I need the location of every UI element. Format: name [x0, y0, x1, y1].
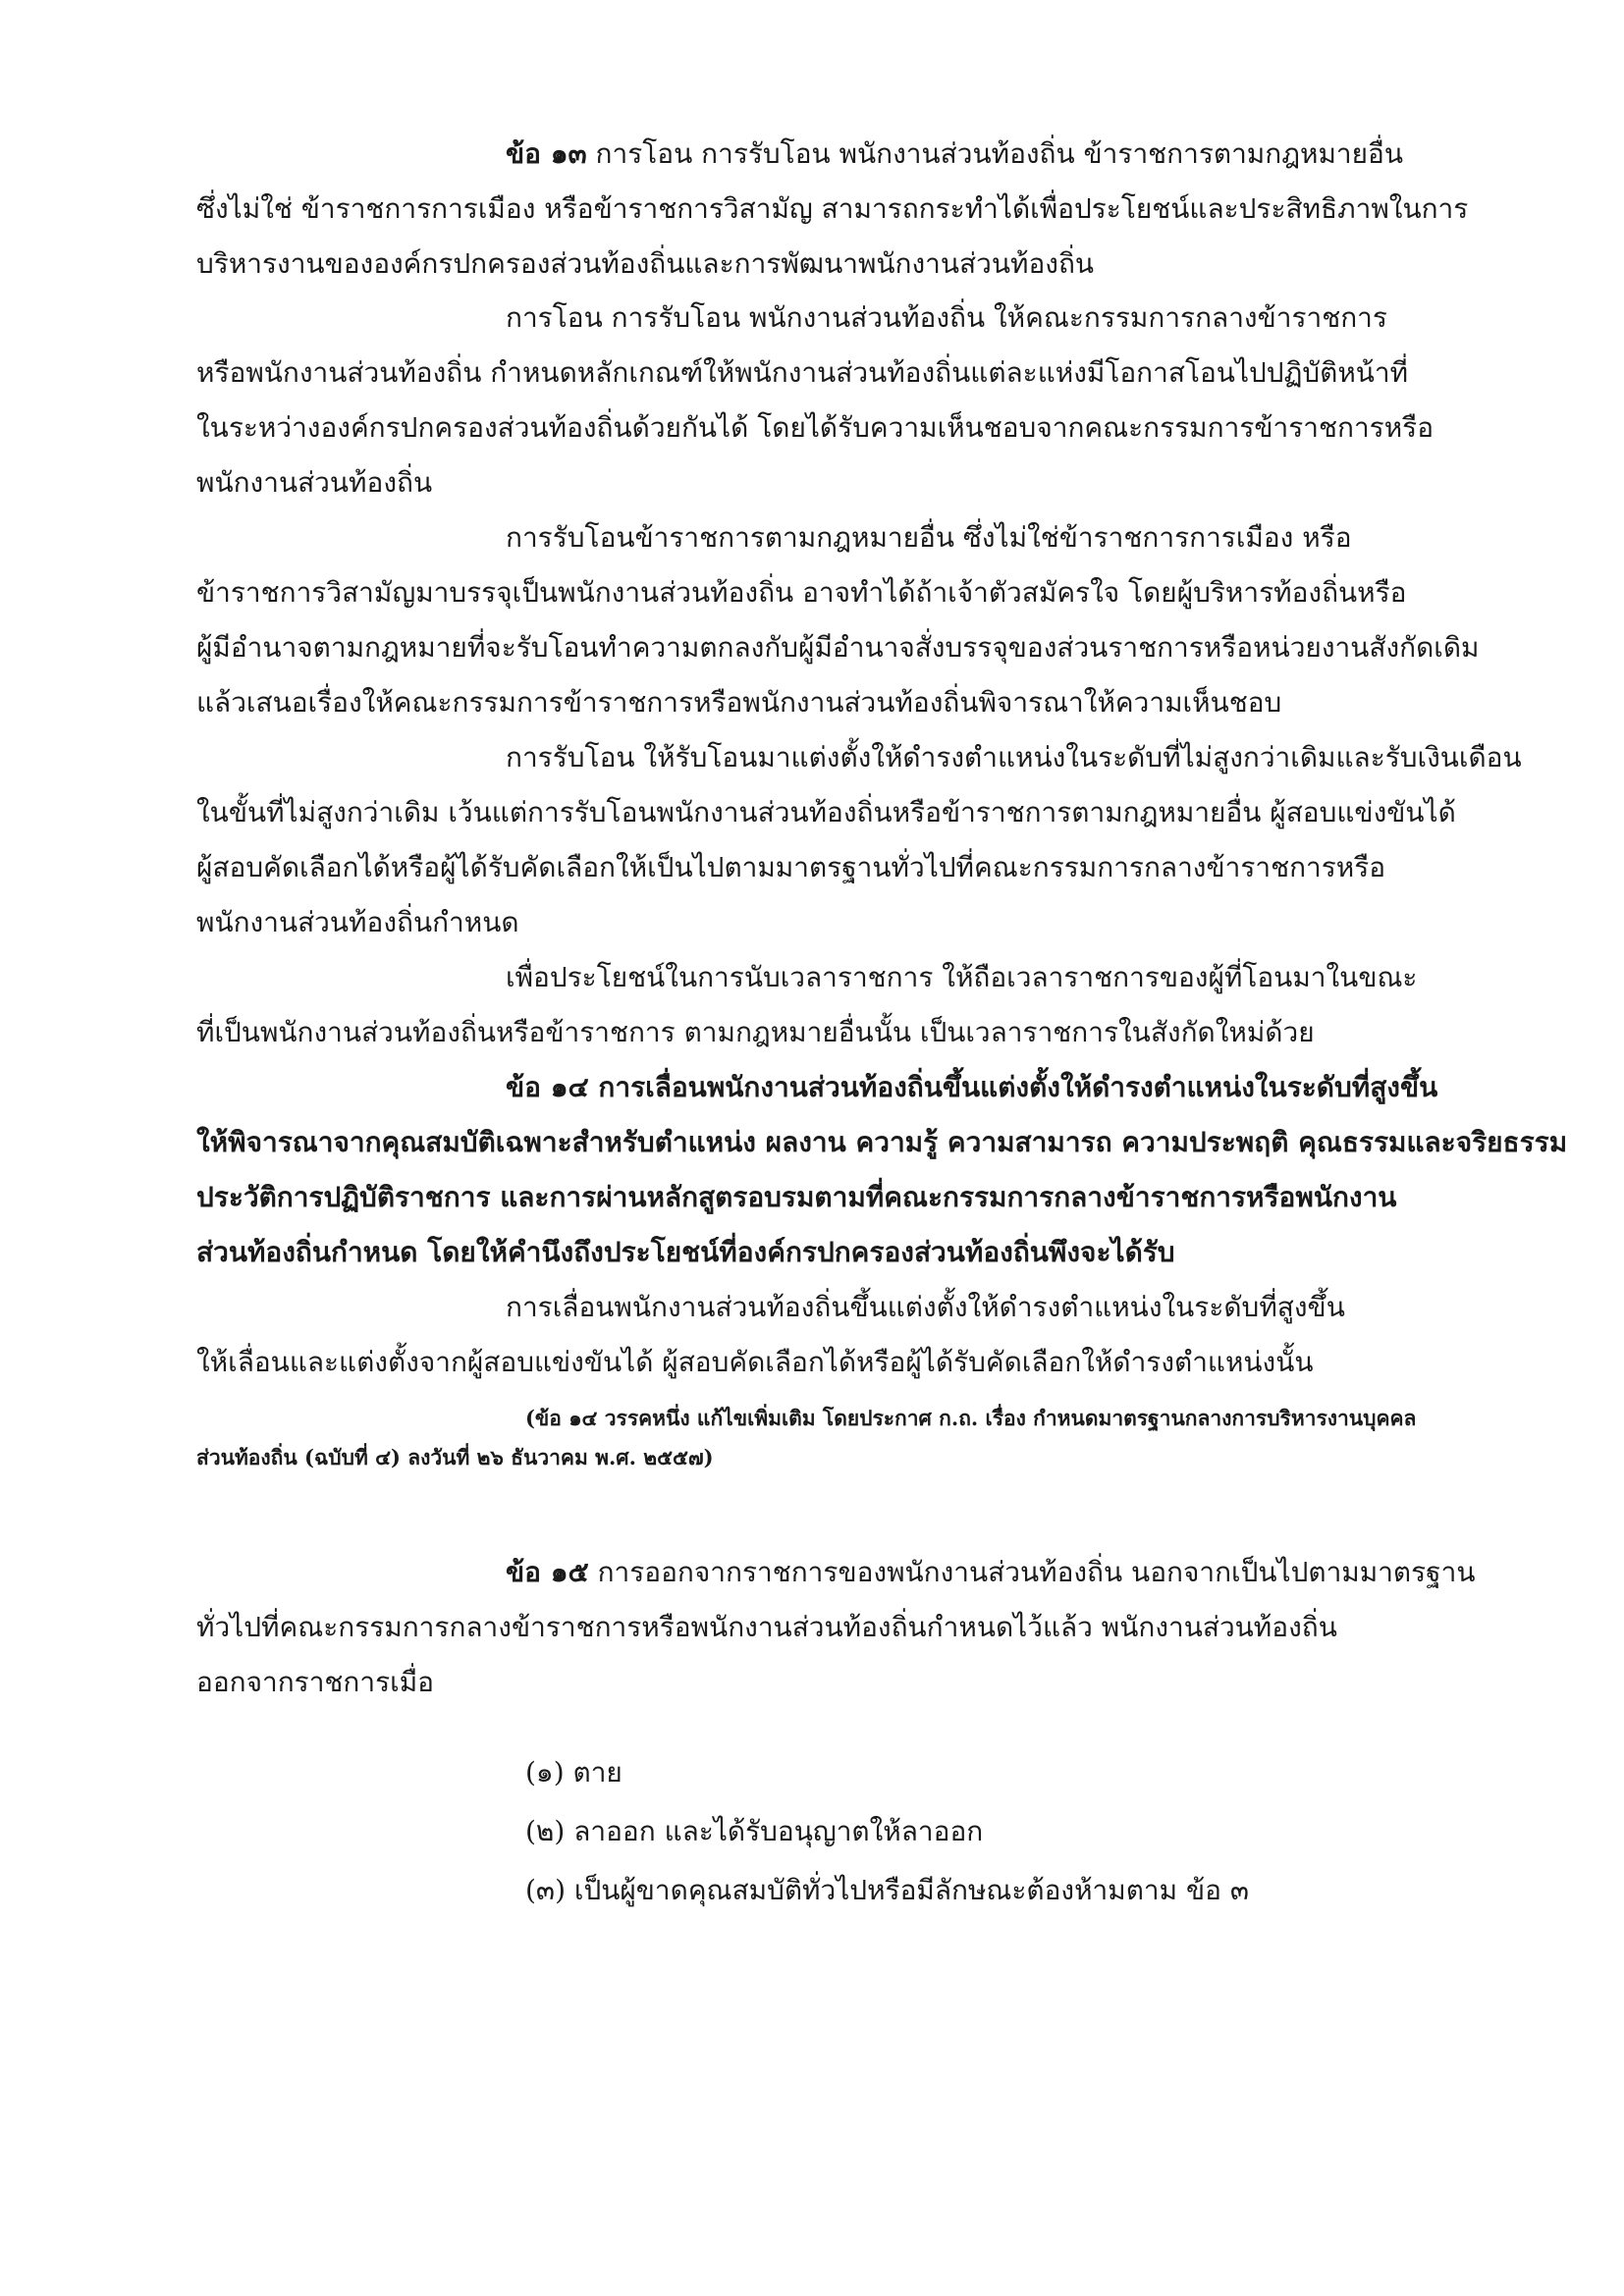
clause13-para4-line-1: การรับโอน ให้รับโอนมาแต่งตั้งให้ดำรงตำแหน่งในระดับที่ไม่สูงกว่าเดิมและรับเงินเดือน: [506, 741, 1522, 774]
clause13-line-1: [506, 136, 1424, 172]
clause15-item-2: (๒) ลาออก และได้รับอนุญาตให้ลาออก: [525, 1815, 984, 1847]
clause13-line-3: บริหารงานขององค์กรปกครองส่วนท้องถิ่นและการพัฒนาพนักงานส่วนท้องถิ่น: [196, 247, 1095, 280]
clause13-text-1: การโอน การรับโอน พนักงานส่วนท้องถิ่น ข้าราชการตามกฎหมายอื่น: [595, 137, 1404, 170]
clause14-line-3: ประวัติการปฏิบัติราชการ และการผ่านหลักสูตรอบรมตามที่คณะกรรมการกลางข้าราชการหรือพนักงาน: [196, 1181, 1397, 1213]
clause14-para2-line-2: ให้เลื่อนและแต่งตั้งจากผู้สอบแข่งขันได้ ผู้สอบคัดเลือกได้หรือผู้ได้รับคัดเลือกให้ดำรงตำแหน่งนั้น: [196, 1346, 1314, 1378]
clause13-para4-line-3: ผู้สอบคัดเลือกได้หรือผู้ได้รับคัดเลือกให้เป็นไปตามมาตรฐานทั่วไปที่คณะกรรมการกลางข้าราชการหรือ: [196, 851, 1386, 883]
clause13-para2-line-1: การโอน การรับโอน พนักงานส่วนท้องถิ่น ให้คณะกรรมการกลางข้าราชการ: [506, 301, 1387, 334]
clause14-line-2: ให้พิจารณาจากคุณสมบัติเฉพาะสำหรับตำแหน่ง ผลงาน ความรู้ ความสามารถ ความประพฤติ คุณธรรมและจริยธรรม: [196, 1126, 1568, 1158]
clause13-para3-line-1: การรับโอนข้าราชการตามกฎหมายอื่น ซึ่งไม่ใช่ข้าราชการการเมือง หรือ: [506, 521, 1352, 554]
clause13-para2-line-2: หรือพนักงานส่วนท้องถิ่น กำหนดหลักเกณฑ์ให้พนักงานส่วนท้องถิ่นแต่ละแห่งมีโอกาสโอนไปปฏิบัติหน้าที่: [196, 356, 1409, 389]
clause13-para5-line-2: ที่เป็นพนักงานส่วนท้องถิ่นหรือข้าราชการ ตามกฎหมายอื่นนั้น เป็นเวลาราชการในสังกัดใหม่ด้วย: [196, 1016, 1315, 1048]
clause15-item-1: (๑) ตาย: [525, 1756, 623, 1789]
clause15-label: ข้อ ๑๕: [506, 1556, 589, 1588]
amendment-note-line-1: (ข้อ ๑๔ วรรคหนึ่ง แก้ไขเพิ่มเติม โดยประกาศ ก.ถ. เรื่อง กำหนดมาตรฐานกลางการบริหารงานบุคคล: [525, 1406, 1417, 1430]
clause14-text-1: การเลื่อนพนักงานส่วนท้องถิ่นขึ้นแต่งตั้งให้ดำรงตำแหน่งในระดับที่สูงขึ้น: [598, 1071, 1438, 1103]
clause14-para2-line-1: การเลื่อนพนักงานส่วนท้องถิ่นขึ้นแต่งตั้งให้ดำรงตำแหน่งในระดับที่สูงขึ้น: [506, 1291, 1345, 1323]
clause13-para3-line-2: ข้าราชการวิสามัญมาบรรจุเป็นพนักงานส่วนท้องถิ่น อาจทำได้ถ้าเจ้าตัวสมัครใจ โดยผู้บริหารท้องถิ่นหรือ: [196, 576, 1407, 609]
amendment-note-line-2: ส่วนท้องถิ่น (ฉบับที่ ๔) ลงวันที่ ๒๖ ธันวาคม พ.ศ. ๒๕๕๗): [196, 1445, 714, 1469]
clause15-text-1: การออกจากราชการของพนักงานส่วนท้องถิ่น นอกจากเป็นไปตามมาตรฐาน: [597, 1556, 1476, 1588]
clause13-para4-line-4: พนักงานส่วนท้องถิ่นกำหนด: [196, 906, 519, 938]
clause15-line-3: ออกจากราชการเมื่อ: [196, 1666, 434, 1698]
clause14-label: ข้อ ๑๔: [506, 1071, 589, 1103]
clause15-line-1: [506, 1555, 1476, 1590]
clause13-para2-line-3: ในระหว่างองค์กรปกครองส่วนท้องถิ่นด้วยกันได้ โดยได้รับความเห็นชอบจากคณะกรรมการข้าราชการหรือ: [196, 411, 1435, 444]
clause14-line-4: ส่วนท้องถิ่นกำหนด โดยให้คำนึงถึงประโยชน์ที่องค์กรปกครองส่วนท้องถิ่นพึงจะได้รับ: [196, 1236, 1175, 1268]
clause13-para3-line-3: ผู้มีอำนาจตามกฎหมายที่จะรับโอนทำความตกลงกับผู้มีอำนาจสั่งบรรจุของส่วนราชการหรือหน่วยงานสังกัดเดิม: [196, 631, 1480, 664]
clause13-para4-line-2: ในขั้นที่ไม่สูงกว่าเดิม เว้นแต่การรับโอนพนักงานส่วนท้องถิ่นหรือข้าราชการตามกฎหมายอื่น ผู้สอบแข่งขันได้: [196, 796, 1456, 828]
clause14-line-1: [506, 1070, 1438, 1105]
clause15-item-3: (๓) เป็นผู้ขาดคุณสมบัติทั่วไปหรือมีลักษณะต้องห้ามตาม ข้อ ๓: [525, 1874, 1249, 1906]
clause13-para2-line-4: พนักงานส่วนท้องถิ่น: [196, 466, 433, 499]
clause15-line-2: ทั่วไปที่คณะกรรมการกลางข้าราชการหรือพนักงานส่วนท้องถิ่นกำหนดไว้แล้ว พนักงานส่วนท้องถิ่น: [196, 1611, 1337, 1643]
clause13-para3-line-4: แล้วเสนอเรื่องให้คณะกรรมการข้าราชการหรือพนักงานส่วนท้องถิ่นพิจารณาให้ความเห็นชอบ: [196, 686, 1282, 719]
clause13-para5-line-1: เพื่อประโยชน์ในการนับเวลาราชการ ให้ถือเวลาราชการของผู้ที่โอนมาในขณะ: [506, 961, 1418, 993]
clause13-line-2: ซึ่งไม่ใช่ ข้าราชการการเมือง หรือข้าราชการวิสามัญ สามารถกระทำได้เพื่อประโยชน์และประสิทธิภาพในการ: [196, 192, 1469, 225]
clause13-label: ข้อ ๑๓: [506, 137, 587, 170]
